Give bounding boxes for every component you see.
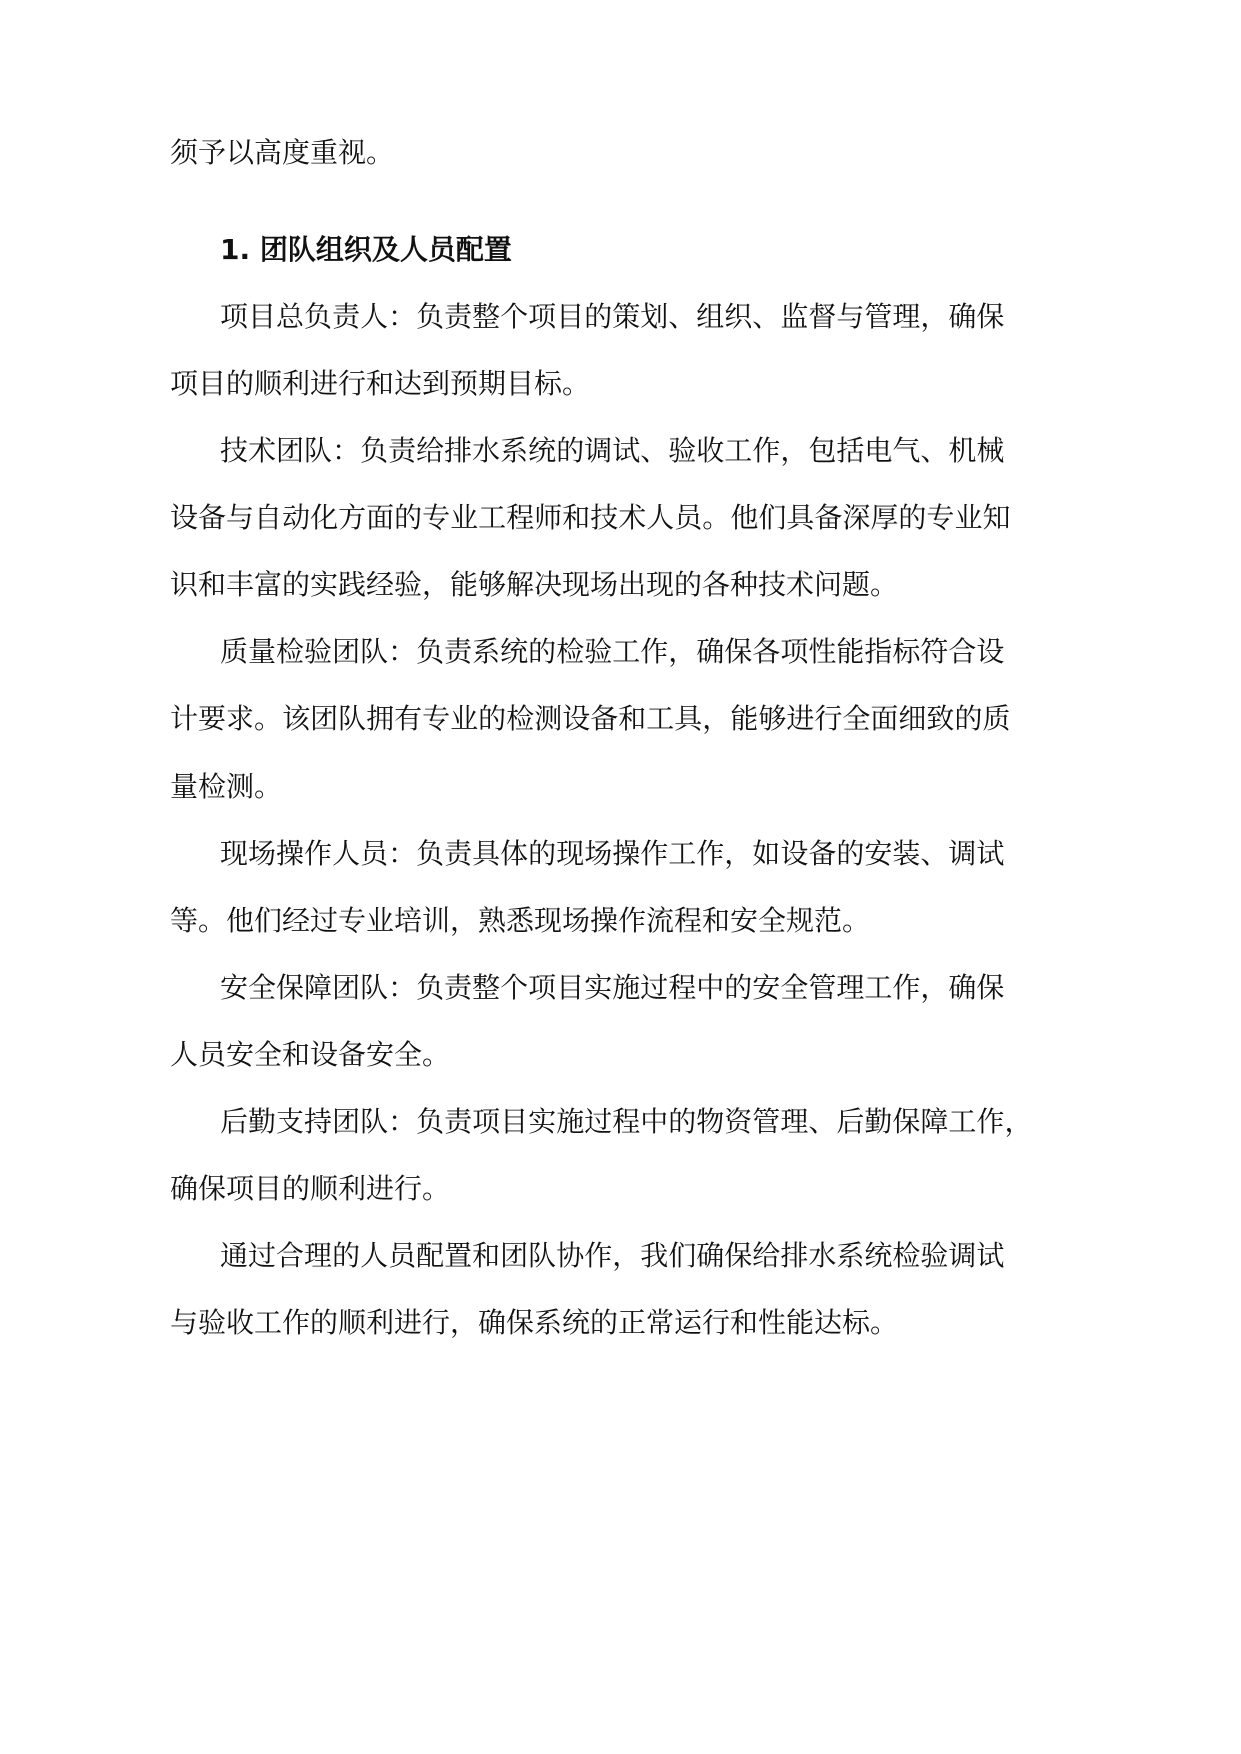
text-line: 须予以高度重视。 <box>170 136 395 169</box>
section-heading: 1. 团队组织及人员配置 <box>220 233 512 266</box>
paragraph-line: 项 目 总 负 责 人 ： 负 责 整 个 项 目 的 策 划 、 组 织 、 监 督 与 管 理 ， 确 保 <box>220 300 1005 333</box>
paragraph-line: 等。他们经过专业培训，熟悉现场操作流程和安全规范。 <box>170 904 871 937</box>
paragraph-line: 与验收工作的顺利进行，确保系统的正常运行和性能达标。 <box>170 1306 899 1339</box>
paragraph-line: 计 要 求 。 该 团 队 拥 有 专 业 的 检 测 设 备 和 工 具 ， 能 够 进 行 全 面 细 致 的 质 <box>170 702 1011 735</box>
paragraph-line: 确保项目的顺利进行。 <box>170 1172 451 1205</box>
paragraph-line: 设 备 与 自 动 化 方 面 的 专 业 工 程 师 和 技 术 人 员 。 他 们 具 备 深 厚 的 专 业 知 <box>170 501 1011 534</box>
paragraph-line: 量检测。 <box>170 770 283 803</box>
paragraph-line: 质 量 检 验 团 队 ： 负 责 系 统 的 检 验 工 作 ， 确 保 各 项 性 能 指 标 符 合 设 <box>220 635 1005 668</box>
paragraph-line: 现 场 操 作 人 员 ： 负 责 具 体 的 现 场 操 作 工 作 ， 如 设 备 的 安 装 、 调 试 <box>220 837 1005 870</box>
paragraph-line: 项目的顺利进行和达到预期目标。 <box>170 367 591 400</box>
paragraph-line: 后 勤 支 持 团 队 ： 负 责 项 目 实 施 过 程 中 的 物 资 管 理 、 后 勤 保 障 工 作 ， <box>220 1105 1033 1138</box>
paragraph-line: 通 过 合 理 的 人 员 配 置 和 团 队 协 作 ， 我 们 确 保 给 排 水 系 统 检 验 调 试 <box>220 1239 1005 1272</box>
paragraph-line: 识和丰富的实践经验，能够解决现场出现的各种技术问题。 <box>170 568 899 601</box>
paragraph-line: 技 术 团 队 ： 负 责 给 排 水 系 统 的 调 试 、 验 收 工 作 ， 包 括 电 气 、 机 械 <box>220 434 1005 467</box>
paragraph-line: 安 全 保 障 团 队 ： 负 责 整 个 项 目 实 施 过 程 中 的 安 全 管 理 工 作 ， 确 保 <box>220 971 1005 1004</box>
paragraph-line: 人员安全和设备安全。 <box>170 1038 451 1071</box>
